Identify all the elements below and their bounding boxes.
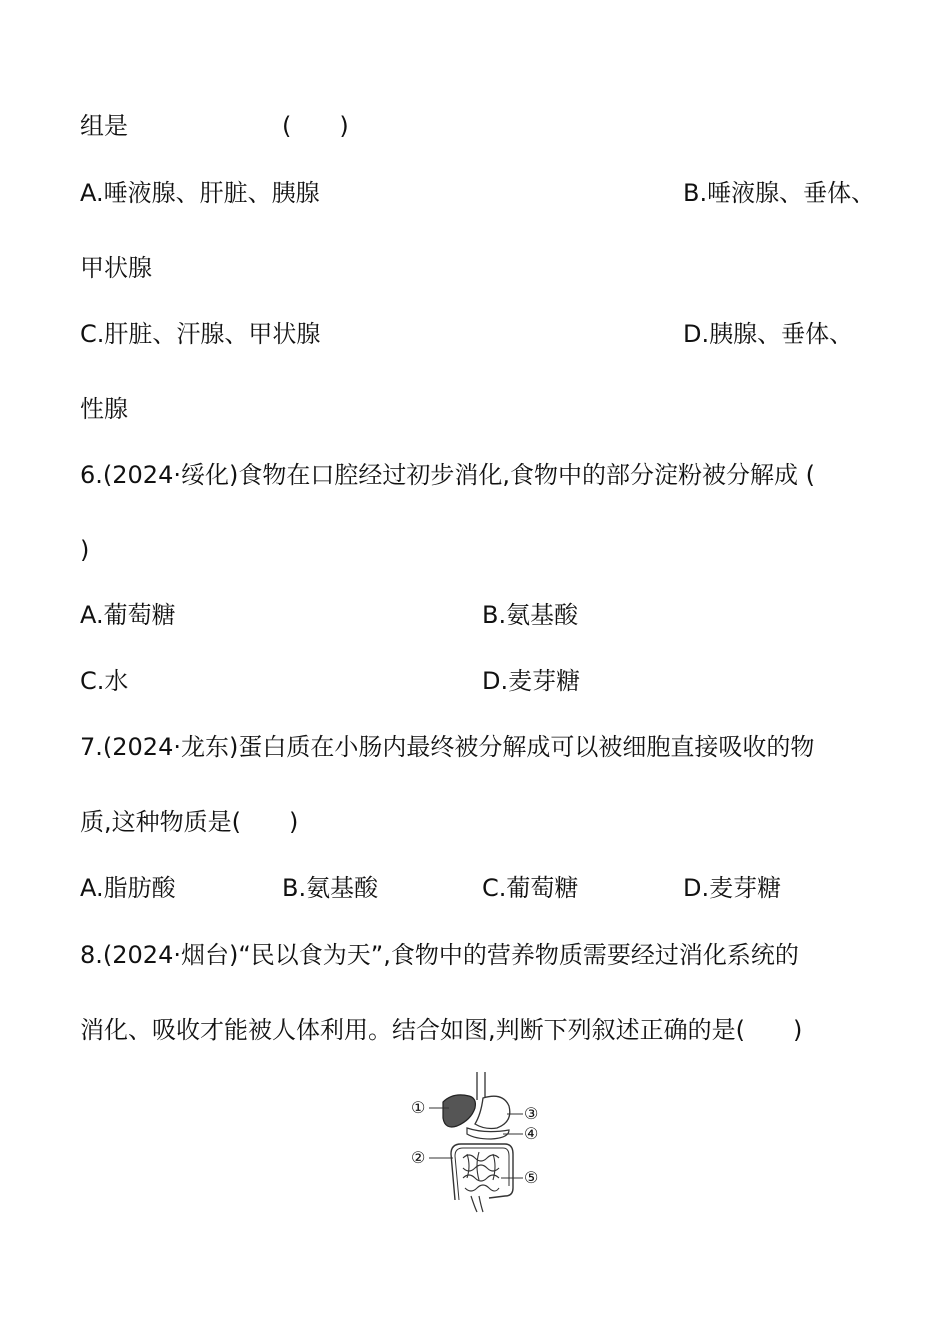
q7-option-d: D.麦芽糖 <box>683 874 782 902</box>
figure-label-1: ① <box>411 1098 426 1117</box>
figure-label-3: ③ <box>524 1104 539 1123</box>
q8-stem: 8.(2024·烟台)“民以食为天”,食物中的营养物质需要经过消化系统的 <box>80 941 799 969</box>
large-intestine-shape <box>451 1144 513 1200</box>
q7-stem: 7.(2024·龙东)蛋白质在小肠内最终被分解成可以被细胞直接吸收的物 <box>80 733 815 761</box>
q6-stem: 6.(2024·绥化)食物在口腔经过初步消化,食物中的部分淀粉被分解成 ( <box>80 461 815 489</box>
q5-option-b: B.唾液腺、垂体、 <box>683 179 876 207</box>
q5-option-d: D.胰腺、垂体、 <box>683 320 854 348</box>
pancreas-shape <box>467 1128 509 1139</box>
q5-option-c: C.肝脏、汗腺、甲状腺 <box>80 320 321 348</box>
figure-label-2: ② <box>411 1148 426 1167</box>
q7-option-b: B.氨基酸 <box>282 874 379 902</box>
small-intestine-shape <box>463 1152 499 1191</box>
q7-stem-wrap: 质,这种物质是( ) <box>80 808 299 836</box>
q5-option-b-wrap: 甲状腺 <box>80 254 152 282</box>
q6-stem-wrap: ) <box>80 536 90 564</box>
q7-option-c: C.葡萄糖 <box>482 874 579 902</box>
q6-option-d: D.麦芽糖 <box>482 667 581 695</box>
digestive-system-figure <box>405 1068 545 1213</box>
q6-option-a: A.葡萄糖 <box>80 601 176 629</box>
liver-shape <box>443 1095 475 1127</box>
q5-option-a: A.唾液腺、肝脏、胰腺 <box>80 179 320 207</box>
q6-option-c: C.水 <box>80 667 129 695</box>
q6-option-b: B.氨基酸 <box>482 601 579 629</box>
figure-label-5: ⑤ <box>524 1168 539 1187</box>
q5-stem-tail: 组是 <box>80 112 128 140</box>
q5-option-d-wrap: 性腺 <box>80 395 128 423</box>
q5-answer-paren: ( ) <box>282 112 349 140</box>
figure-label-4: ④ <box>524 1124 539 1143</box>
q7-option-a: A.脂肪酸 <box>80 874 176 902</box>
q8-stem-wrap: 消化、吸收才能被人体利用。结合如图,判断下列叙述正确的是( ) <box>80 1016 803 1044</box>
stomach-shape <box>475 1096 510 1128</box>
